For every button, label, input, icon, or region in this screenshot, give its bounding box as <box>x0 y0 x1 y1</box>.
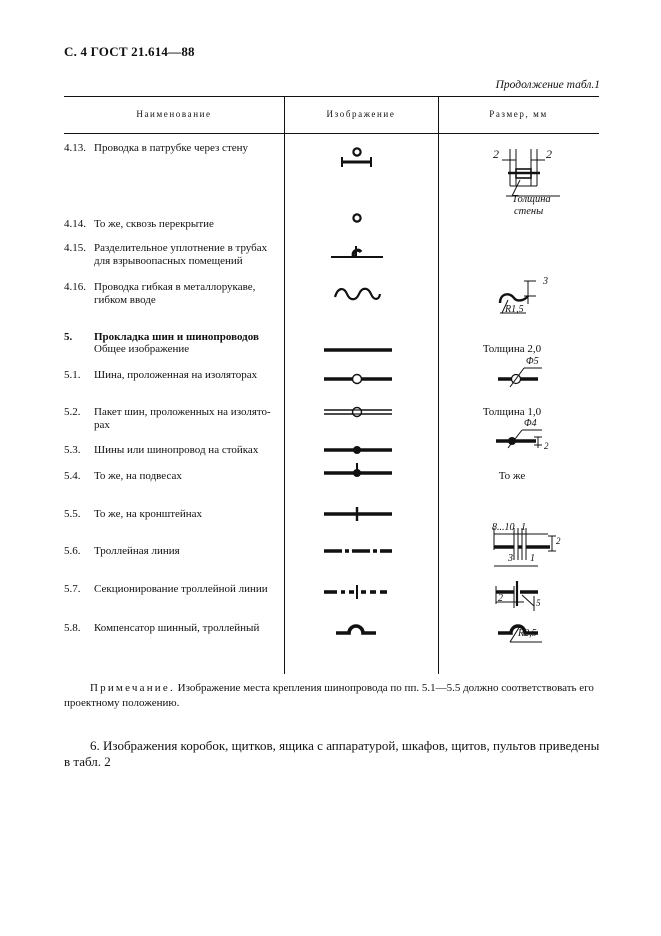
dim-5-6-span: 8...10 <box>492 522 515 533</box>
dim-5-6-one-top: 1 <box>521 522 526 533</box>
dim-4-13-left: 2 <box>493 147 499 161</box>
size-5-4: То же <box>498 470 526 482</box>
dim-5-6 <box>494 528 556 566</box>
row-name-5-8: Компенсатор шинный, троллейный <box>94 622 260 634</box>
row-num-4-15: 4.15. <box>64 242 86 254</box>
row-num-5-5: 5.5. <box>64 508 81 520</box>
symbol-5-4-bus-on-hangers <box>324 463 392 477</box>
section-6-paragraph: 6. Изображения коробок, щитков, ящика с аппаратурой, шкафов, щитов, пультов приведены в табл. 2 <box>64 738 600 769</box>
row-num-5: 5. <box>64 331 73 343</box>
row-num-5-3: 5.3. <box>64 444 81 456</box>
dim-5-7-two: 2 <box>498 593 503 604</box>
dim-5-6-one-bottom: 1 <box>530 553 535 564</box>
row-name-5-2: Пакет шин, проложенных на изолято-рах <box>94 406 271 431</box>
row-num-5-6: 5.6. <box>64 545 81 557</box>
dim-5-3 <box>496 430 542 448</box>
dim-4-13-thickness: Толщина <box>512 194 551 205</box>
row-name-5-1: Шина, проложенная на изоляторах <box>94 369 258 381</box>
row-name-5: Общее изображение <box>94 343 190 355</box>
dim-5-7-five: 5 <box>536 598 541 608</box>
row-num-5-8: 5.8. <box>64 622 81 634</box>
row-name-5-6: Троллейная линия <box>94 545 180 557</box>
dimension-column <box>438 96 599 674</box>
row-name-5-heading: Прокладка шин и шинопроводов <box>94 331 259 343</box>
column-header-image: Изображение <box>326 109 396 119</box>
table-note <box>64 681 604 711</box>
row-name-4-16: Проводка гибкая в металлорукаве, гибком вводе <box>94 281 256 306</box>
symbol-4-15-separating-seal <box>331 246 383 257</box>
row-name-4-14: То же, сквозь перекрытие <box>94 218 214 230</box>
symbol-5-5-bus-on-brackets <box>324 507 392 521</box>
column-header-name: Наименование <box>136 109 212 119</box>
dim-4-13-right: 2 <box>546 147 552 161</box>
size-5: Толщина 2,0 <box>482 343 542 355</box>
row-num-4-13: 4.13. <box>64 142 86 154</box>
symbol-5-7-trolley-sectioning <box>324 585 387 599</box>
dim-5-6-two: 2 <box>556 536 561 546</box>
note-text: Изображение места крепления шинопровода по пп. 5.1—5.5 должно соответствовать его проектному положению. <box>64 682 594 709</box>
symbol-column <box>284 96 438 674</box>
dim-4-13-wall: стены <box>514 206 544 217</box>
row-name-5-5: То же, на кронштейнах <box>94 508 203 520</box>
row-name-4-15: Разделительное уплотнение в трубах для взрывоопасных помещений <box>94 242 268 267</box>
dim-5-3-two: 2 <box>544 441 549 451</box>
size-5-2: Толщина 1,0 <box>482 406 542 418</box>
page-header: С. 4 ГОСТ 21.614—88 <box>64 44 195 59</box>
symbol-5-1-bus-on-insulators <box>324 375 392 384</box>
column-header-size: Размер, мм <box>489 109 548 119</box>
dim-4-16-radius: R1,5 <box>505 304 524 315</box>
dim-5-8-radius: R2,5 <box>518 628 537 639</box>
symbol-4-14-through-floor <box>353 214 360 221</box>
row-name-5-4: То же, на подвесах <box>94 470 182 482</box>
row-name-4-13: Проводка в патрубке через стену <box>94 142 249 154</box>
dim-5-6-three: 3 <box>508 553 513 564</box>
dim-5-3-diameter: Φ4 <box>524 418 537 429</box>
symbol-4-16-flexible-wiring <box>335 289 380 300</box>
row-name-5-3: Шины или шинопровод на стойках <box>94 444 259 456</box>
note-label: Примечание. <box>90 682 175 694</box>
symbol-4-13-pipe-through-wall <box>342 148 371 167</box>
row-num-5-7: 5.7. <box>64 583 81 595</box>
row-num-5-2: 5.2. <box>64 406 81 418</box>
dim-4-16-three: 3 <box>543 276 548 287</box>
row-name-5-7: Секционирование троллейной линии <box>94 583 268 595</box>
dim-5-1 <box>498 368 542 387</box>
table-continuation-label: Продолжение табл.1 <box>495 79 600 91</box>
row-num-4-14: 4.14. <box>64 218 86 230</box>
row-num-4-16: 4.16. <box>64 281 86 293</box>
symbol-5-3-bus-on-posts <box>324 446 392 454</box>
row-num-5-4: 5.4. <box>64 470 81 482</box>
dim-5-1-diameter: Φ5 <box>526 356 539 367</box>
symbol-5-8-compensator <box>336 626 376 633</box>
row-num-5-1: 5.1. <box>64 369 81 381</box>
symbol-5-2-bus-pack <box>324 408 392 417</box>
